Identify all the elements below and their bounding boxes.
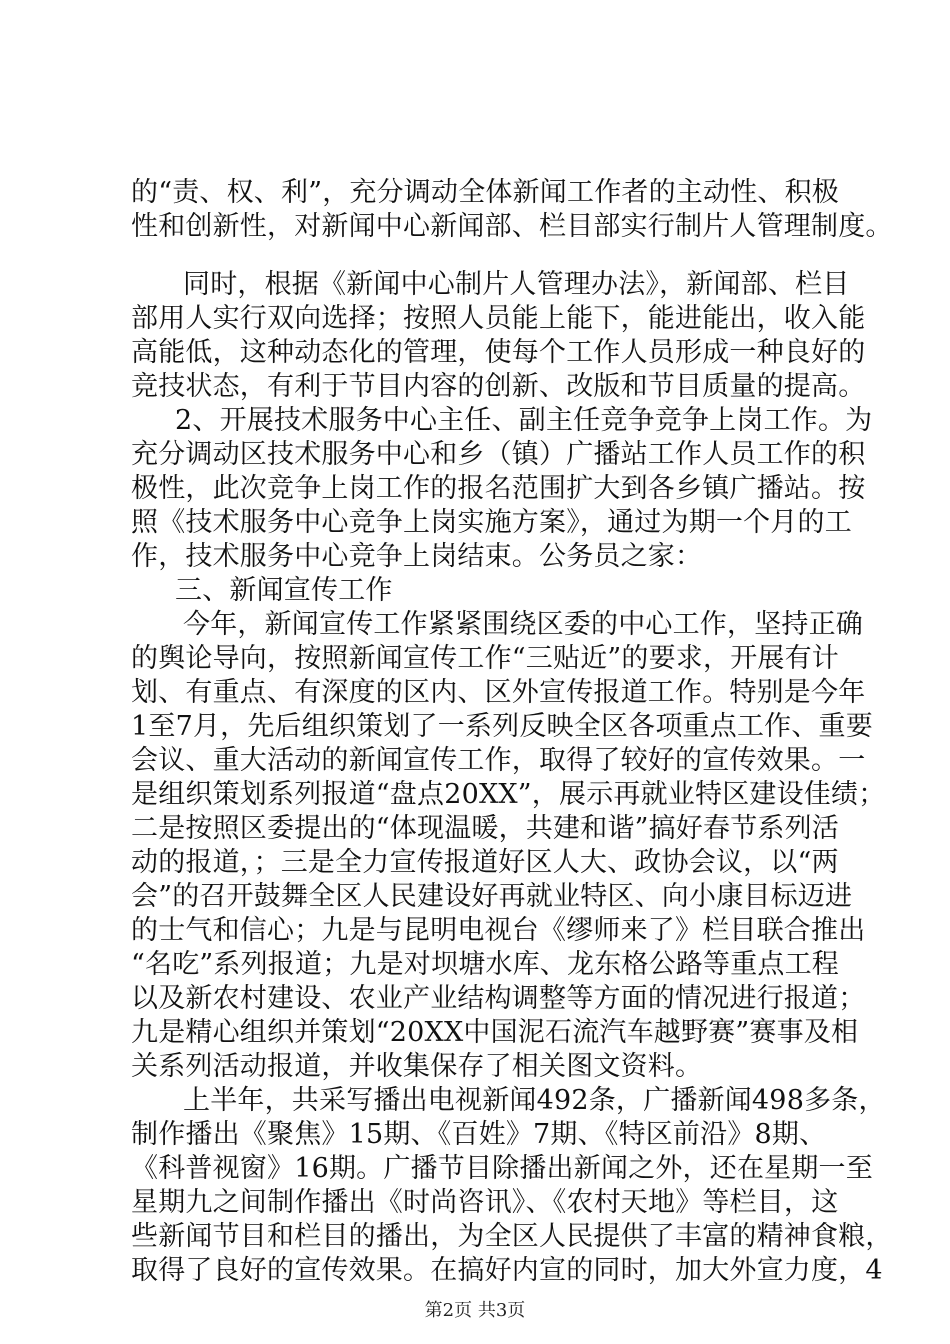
section-heading: 三、新闻宣传工作 xyxy=(175,575,393,606)
paragraph-2-line-4: 竞技状态，有利于节目内容的创新、改版和节目质量的提高。 xyxy=(131,371,866,402)
paragraph-2-line-3: 高能低，这种动态化的管理，使每个工作人员形成一种良好的 xyxy=(131,337,866,368)
paragraph-4-line-1: 今年，新闻宣传工作紧紧围绕区委的中心工作，坚持正确 xyxy=(183,609,863,640)
page-footer: 第2页 共3页 xyxy=(424,1300,526,1321)
paragraph-3-line-1: 2、开展技术服务中心主任、副主任竞争竞争上岗工作。为 xyxy=(175,405,873,436)
paragraph-3-line-2: 充分调动区技术服务中心和乡（镇）广播站工作人员工作的积 xyxy=(131,439,866,470)
paragraph-5-line-3: 《科普视窗》16期。广播节目除播出新闻之外，还在星期一至 xyxy=(131,1153,873,1184)
paragraph-4-line-9: 会”的召开鼓舞全区人民建设好再就业特区、向小康目标迈进 xyxy=(131,881,853,912)
paragraph-4-line-3: 划、有重点、有深度的区内、区外宣传报道工作。特别是今年 xyxy=(131,677,866,708)
paragraph-5-line-4: 星期九之间制作播出《时尚咨讯》、《农村天地》等栏目，这 xyxy=(131,1187,839,1218)
paragraph-3-line-3: 极性，此次竞争上岗工作的报名范围扩大到各乡镇广播站。按 xyxy=(131,473,866,504)
paragraph-5-line-6: 取得了良好的宣传效果。在搞好内宣的同时，加大外宣力度，4 xyxy=(131,1255,883,1286)
paragraph-2-line-2: 部用人实行双向选择；按照人员能上能下，能进能出，收入能 xyxy=(131,303,866,334)
paragraph-1-line-1: 的“责、权、利”，充分调动全体新闻工作者的主动性、积极 xyxy=(131,177,840,208)
paragraph-3-line-4: 照《技术服务中心竞争上岗实施方案》，通过为期一个月的工 xyxy=(131,507,852,538)
paragraph-5-line-1: 上半年，共采写播出电视新闻492条，广播新闻498多条， xyxy=(183,1085,886,1116)
paragraph-1-line-2: 性和创新性，对新闻中心新闻部、栏目部实行制片人管理制度。 xyxy=(131,211,893,242)
paragraph-4-line-10: 的士气和信心；九是与昆明电视台《缪师来了》栏目联合推出 xyxy=(131,915,866,946)
paragraph-4-line-12: 以及新农村建设、农业产业结构调整等方面的情况进行报道； xyxy=(131,983,866,1014)
paragraph-4-line-13: 九是精心组织并策划“20XX中国泥石流汽车越野赛”赛事及相 xyxy=(131,1017,859,1048)
paragraph-3-line-5: 作，技术服务中心竞争上岗结束。公务员之家： xyxy=(131,541,703,572)
paragraph-4-line-7: 二是按照区委提出的“体现温暖，共建和谐”搞好春节系列活 xyxy=(131,813,840,844)
paragraph-4-line-5: 会议、重大活动的新闻宣传工作，取得了较好的宣传效果。一 xyxy=(131,745,866,776)
paragraph-5-line-2: 制作播出《聚焦》15期、《百姓》7期、《特区前沿》8期、 xyxy=(131,1119,827,1150)
paragraph-2-line-1: 同时，根据《新闻中心制片人管理办法》，新闻部、栏目 xyxy=(183,269,850,300)
paragraph-4-line-4: 1至7月，先后组织策划了一系列反映全区各项重点工作、重要 xyxy=(131,711,873,742)
paragraph-4-line-2: 的舆论导向，按照新闻宣传工作“三贴近”的要求，开展有计 xyxy=(131,643,840,674)
paragraph-5-line-5: 些新闻节目和栏目的播出，为全区人民提供了丰富的精神食粮， xyxy=(131,1221,893,1252)
paragraph-4-line-11: “名吃”系列报道；九是对坝塘水库、龙东格公路等重点工程 xyxy=(131,949,840,980)
paragraph-4-line-8: 动的报道，；三是全力宣传报道好区人大、政协会议，以“两 xyxy=(131,847,839,878)
paragraph-4-line-14: 关系列活动报道，并收集保存了相关图文资料。 xyxy=(131,1051,703,1082)
paragraph-4-line-6: 是组织策划系列报道“盘点20XX”，展示再就业特区建设佳绩； xyxy=(131,779,886,810)
